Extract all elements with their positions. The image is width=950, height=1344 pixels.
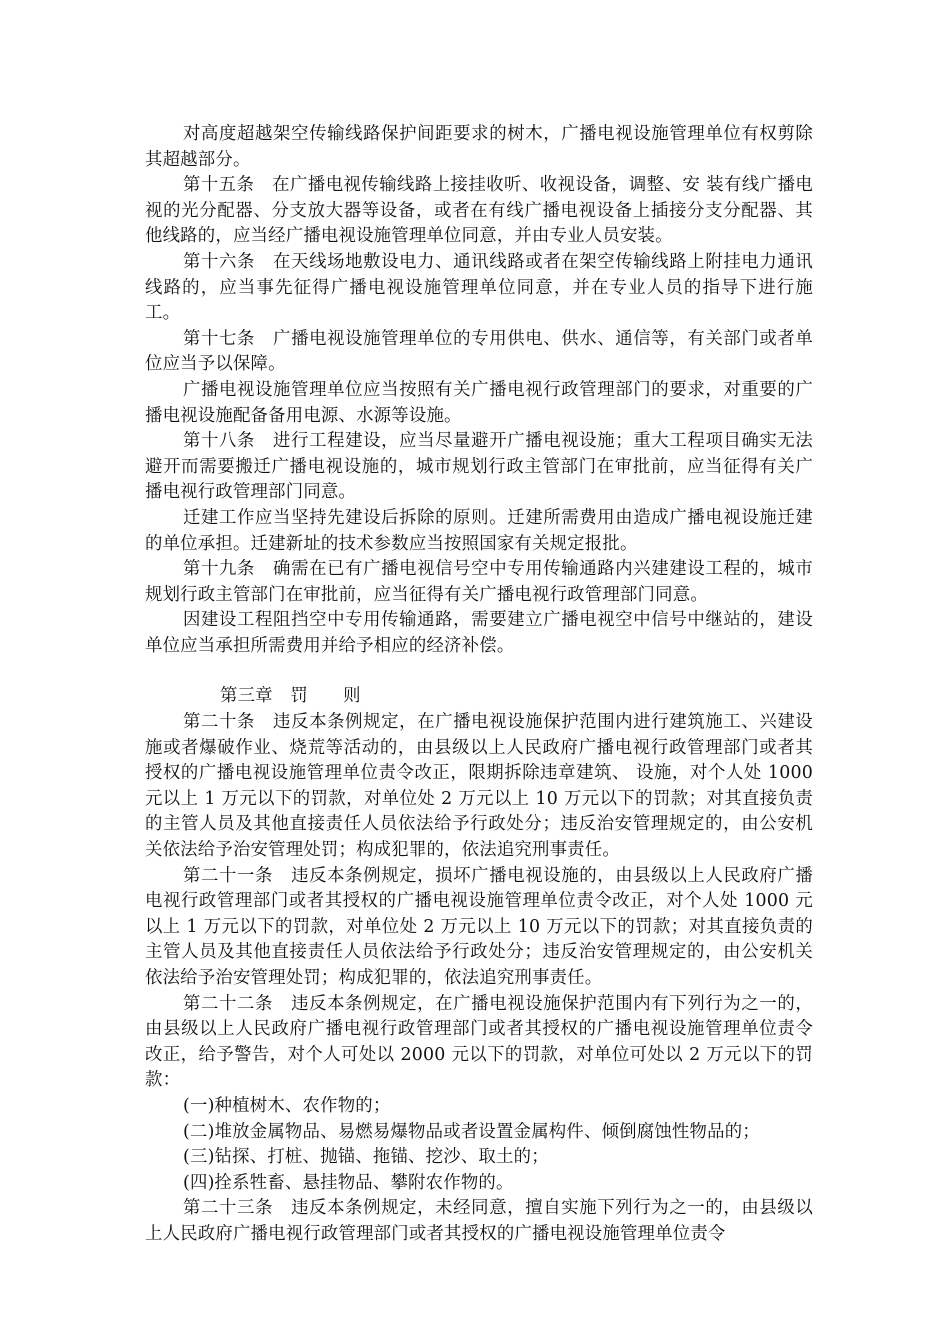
section-chapter-3	[145, 710, 813, 1247]
paragraph: (三)钻探、打桩、抛锚、拖锚、挖沙、取土的；	[183, 1147, 549, 1168]
document-body	[145, 122, 813, 1248]
paragraph: 第十九条 确需在已有广播电视信号空中专用传输通路内兴建建设工程的，城市规划行政主管部门在审批前，应当征得有关广播电视行政管理部门同意。	[145, 559, 813, 605]
section-before-chapter	[145, 122, 813, 659]
paragraph: (四)拴系牲畜、悬挂物品、攀附农作物的。	[183, 1172, 514, 1193]
paragraph: 广播电视设施管理单位应当按照有关广播电视行政管理部门的要求，对重要的广播电视设施配备备用电源、水源等设施。	[145, 379, 813, 426]
paragraph: 第二十三条 违反本条例规定，未经同意，擅自实施下列行为之一的，由县级以上人民政府广播电视行政管理部门或者其授权的广播电视设施管理单位责令	[145, 1198, 813, 1244]
paragraph: 第十五条 在广播电视传输线路上接挂收听、收视设备，调整、安 装有线广播电视的光分配器、分支放大器等设备，或者在有线广播电视设备上插接分支分配器、其他线路的，应当经广播电视设施管理单位同意，并由专业人员安装。	[145, 175, 813, 247]
paragraph: 因建设工程阻挡空中专用传输通路，需要建立广播电视空中信号中继站的，建设单位应当承担所需费用并给予相应的经济补偿。	[145, 610, 813, 656]
paragraph: 第二十二条 违反本条例规定，在广播电视设施保护范围内有下列行为之一的，由县级以上人民政府广播电视行政管理部门或者其授权的广播电视设施管理单位责令改正，给予警告，对个人可处以 2000 元以下的罚款，对单位可处以 2 万元以下的罚款：	[145, 993, 813, 1091]
paragraph: 第十八条 进行工程建设，应当尽量避开广播电视设施；重大工程项目确实无法避开而需要搬迁广播电视设施的，城市规划行政主管部门在审批前，应当征得有关广播电视行政管理部门同意。	[145, 431, 813, 503]
paragraph: 迁建工作应当坚持先建设后拆除的原则。迁建所需费用由造成广播电视设施迁建的单位承担。迁建新址的技术参数应当按照国家有关规定报批。	[145, 507, 813, 554]
paragraph: 第十七条 广播电视设施管理单位的专用供电、供水、通信等，有关部门或者单位应当予以保障。	[145, 328, 813, 375]
paragraph: 第二十条 违反本条例规定，在广播电视设施保护范围内进行建筑施工、兴建设施或者爆破作业、烧荒等活动的，由县级以上人民政府广播电视行政管理部门或者其授权的广播电视设施管理单位责令改正，限期拆除违章建筑、 设施，对个人处 1000 元以上 1 万元以下的罚款，对单位处 2 万元以上 10 万元以下的罚款；对其直接负责的主管人员及其他直接责任人员依法给予行政处分；违反治安管理规定的，由公安机关依法给予治安管理处罚；构成犯罪的，依法追究刑事责任。	[145, 712, 813, 861]
paragraph: 第二十一条 违反本条例规定，损坏广播电视设施的，由县级以上人民政府广播电视行政管理部门或者其授权的广播电视设施管理单位责令改正，对个人处 1000 元以上 1 万元以下的罚款，对单位处 2 万元以上 10 万元以下的罚款；对其直接负责的主管人员及其他直接责任人员依法给予行政处分；违反治安管理规定的，由公安机关依法给予治安管理处罚；构成犯罪的，依法追究刑事责任。	[145, 865, 813, 988]
chapter-heading: 第三章 罚 则	[220, 686, 361, 707]
paragraph: (二)堆放金属物品、易燃易爆物品或者设置金属构件、倾倒腐蚀性物品的；	[183, 1121, 760, 1142]
paragraph: 第十六条 在天线场地敷设电力、通讯线路或者在架空传输线路上附挂电力通讯线路的，应当事先征得广播电视设施管理单位同意，并在专业人员的指导下进行施工。	[145, 251, 813, 324]
paragraph: 对高度超越架空传输线路保护间距要求的树木，广播电视设施管理单位有权剪除其超越部分。	[145, 124, 813, 170]
paragraph: (一)种植树木、农作物的；	[183, 1095, 391, 1116]
